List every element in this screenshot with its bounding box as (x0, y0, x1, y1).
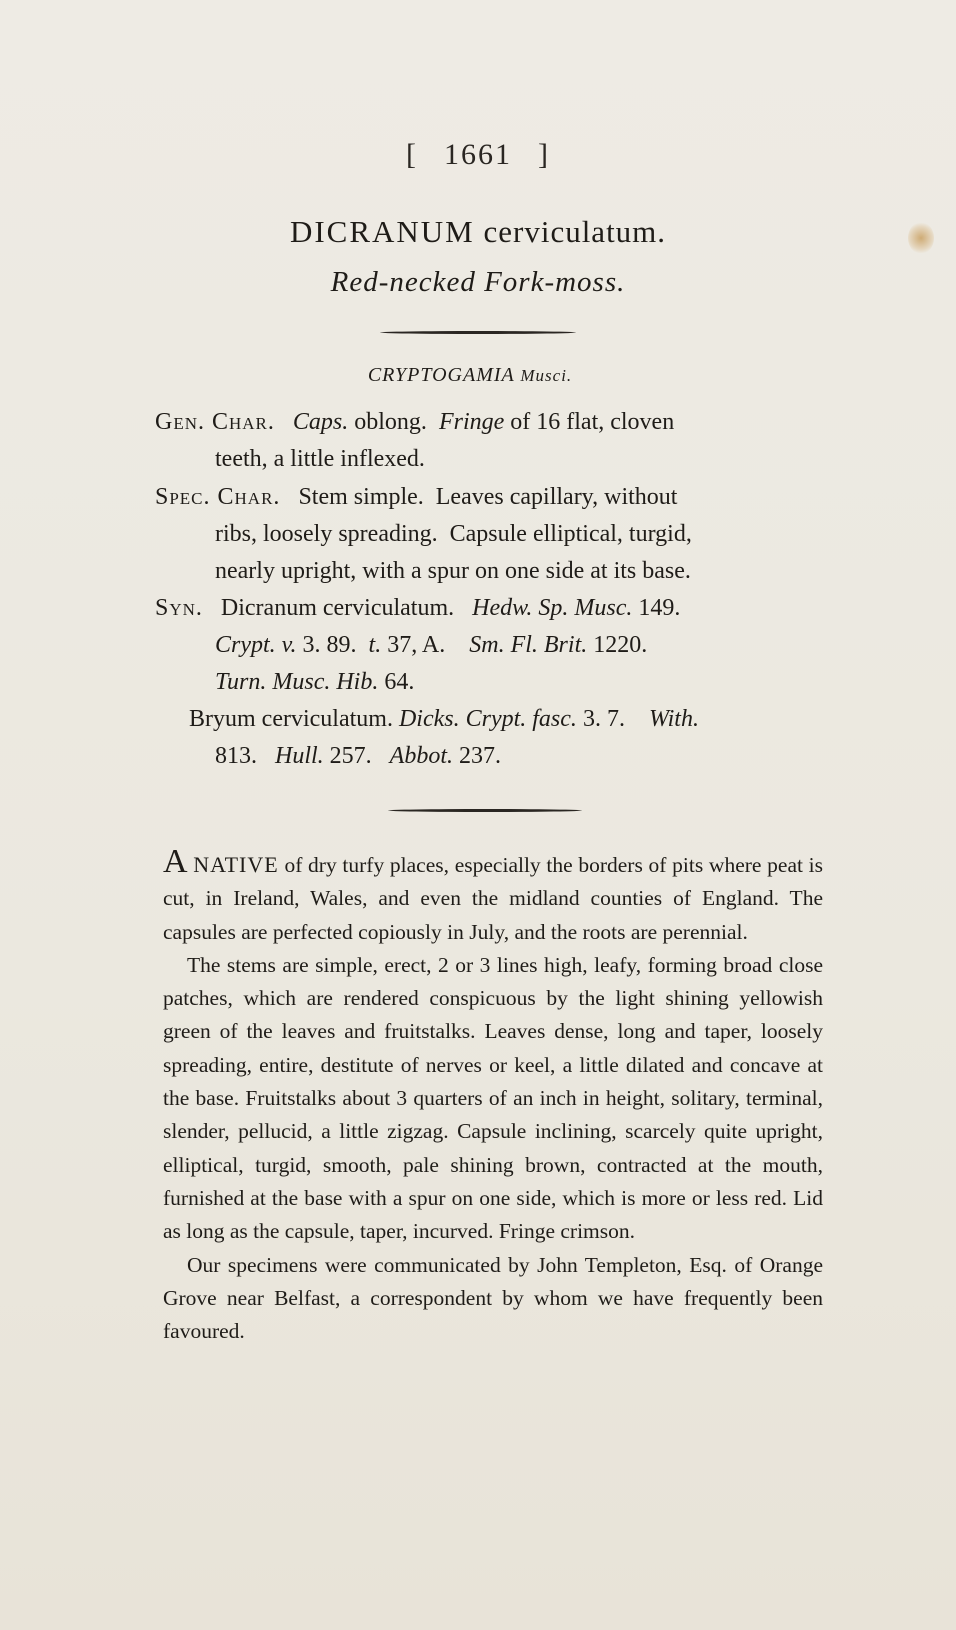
common-name: Red-necked Fork-moss. (330, 266, 626, 298)
page-number-value: 1661 (444, 138, 512, 171)
ornamental-rule (388, 809, 582, 812)
synonym-reference: Sm. Fl. Brit. (469, 632, 588, 658)
synonym-number: 813. (215, 743, 257, 769)
gen-char-text: of 16 flat, cloven (510, 409, 675, 435)
ornamental-rule (380, 331, 576, 334)
class-name: CRYPTOGAMIA (367, 364, 515, 386)
synonym-name: Bryum cerviculatum. (189, 706, 393, 732)
generic-character (155, 404, 815, 478)
gen-char-text: Fringe (438, 409, 505, 435)
synonym-reference: Dicks. Crypt. fasc. (398, 706, 577, 732)
page-number (0, 138, 956, 172)
description-paragraph: Our specimens were communicated by John Templeton, Esq. of Orange Grove near Belfast, a correspondent by whom we have frequently been favoured. (163, 1252, 823, 1344)
genus-name: DICRANUM (289, 214, 475, 249)
syn-label: Syn. (155, 595, 203, 621)
species-title (0, 214, 956, 250)
paragraph-text: of dry turfy places, especially the borders of pits where peat is cut, in Ireland, Wales, and even the midland counties of England. The capsules are perfected copiously in July, and the roots are perennial. (163, 853, 824, 944)
synonym-reference: Turn. Musc. Hib. (215, 669, 379, 695)
drop-cap: A (163, 843, 188, 880)
gen-char-label: Gen. Char. (155, 409, 275, 435)
synonym-reference: t. (368, 632, 382, 658)
classification-heading (0, 364, 940, 387)
order-name: Musci. (520, 366, 573, 385)
spec-char-label: Spec. Char. (155, 484, 281, 510)
synonym-number: 149. (638, 595, 681, 621)
synonym-reference: With. (648, 706, 699, 732)
synonym-number: 37, A. (387, 632, 446, 658)
synonym-number: 257. (329, 743, 372, 769)
synonyms (155, 590, 815, 775)
synonym-number: 3. 89. (302, 632, 357, 658)
gen-char-text: Caps. (292, 409, 349, 435)
spec-char-text: ribs, loosely spreading. Capsule elliptical, turgid, (215, 521, 692, 547)
specific-character (155, 479, 815, 590)
gen-char-text: teeth, a little inflexed. (215, 446, 425, 472)
description-paragraph: The stems are simple, erect, 2 or 3 lines high, leafy, forming broad close patches, which are rendered conspicuous by the light shining yellowish green of the leaves and fruitstalks. Leaves dense, long and taper, loosely spreading, entire, destitute of nerves or keel, a little dilated and concave at the base. Fruitstalks about 3 quarters of an inch in height, solitary, terminal, slender, pellucid, a little zigzag. Capsule inclining, scarcely quite upright, elliptical, turgid, smooth, pale shining brown, contracted at the mouth, furnished at the base with a spur on one side, which is more or less red. Lid as long as the capsule, taper, incurved. Fringe crimson. (163, 952, 823, 1244)
description-paragraph (163, 843, 824, 949)
spec-char-text: nearly upright, with a spur on one side at its base. (215, 558, 691, 584)
synonym-number: 64. (384, 669, 415, 695)
synonym-number: 237. (459, 743, 501, 769)
synonym-number: 1220. (593, 632, 648, 658)
synonym-reference: Abbot. (389, 743, 453, 769)
synonym-name: Dicranum cerviculatum. (220, 595, 455, 621)
spec-char-text: Stem simple. Leaves capillary, without (298, 484, 678, 510)
description-body (163, 843, 824, 1348)
native-word: NATIVE (193, 852, 279, 877)
bracket-close: ] (538, 138, 550, 171)
bracket-open: [ (406, 138, 418, 171)
synonym-reference: Crypt. v. (215, 632, 297, 658)
synonym-reference: Hedw. Sp. Musc. (472, 595, 633, 621)
synonym-reference: Hull. (275, 743, 324, 769)
gen-char-text: oblong. (354, 409, 427, 435)
synonym-number: 3. 7. (582, 706, 625, 732)
species-name: cerviculatum. (483, 214, 667, 249)
